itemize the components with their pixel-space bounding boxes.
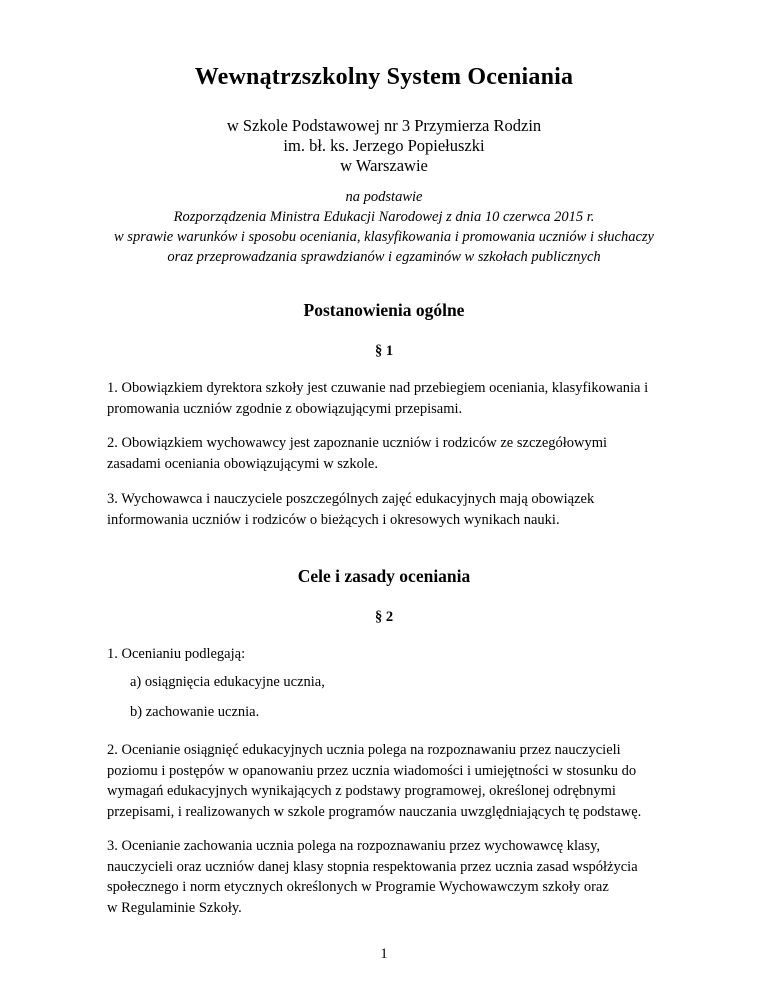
text-line: zasadami oceniania obowiązującymi w szkole. (107, 455, 378, 472)
text-line: 2. Ocenianie osiągnięć edukacyjnych ucznia polega na rozpoznawaniu przez nauczycieli (107, 742, 621, 758)
page-number: 1 (380, 946, 388, 962)
section1-item-3 (107, 489, 707, 530)
text-line: 2. Obowiązkiem wychowawcy jest zapoznanie uczniów i rodziców ze szczegółowymi (107, 435, 608, 451)
text-line: informowania uczniów i rodziców o bieżących i okresowych wynikach nauki. (107, 511, 560, 528)
section1-item-2 (107, 433, 707, 474)
section2-item-1: 1. Ocenianiu podlegają: (107, 646, 246, 662)
school-name-block (0, 116, 768, 176)
paragraph-mark-1: § 1 (374, 343, 394, 359)
list-item: a) osiągnięcia edukacyjne ucznia, (130, 674, 325, 690)
section-heading-general: Postanowienia ogólne (303, 300, 465, 320)
text-line: społecznego i norm etycznych określonych w Programie Wychowawczym szkoły oraz (107, 879, 609, 895)
section2-item-2 (107, 740, 707, 822)
text-line: promowania uczniów zgodnie z obowiązującymi przepisami. (107, 400, 463, 417)
list-item: b) zachowanie ucznia. (130, 704, 260, 720)
section-heading-goals: Cele i zasady oceniania (297, 566, 471, 586)
basis-line: w sprawie warunków i sposobu oceniania, klasyfikowania i promowania uczniów i słuchaczy (114, 229, 654, 245)
text-line: nauczycieli oraz uczniów danej klasy stopnia respektowania przez ucznia zasad współżycia (107, 858, 638, 875)
section2-item-3 (107, 836, 707, 918)
basis-line: na podstawie (345, 189, 423, 205)
basis-line: oraz przeprowadzania sprawdzianów i egzaminów w szkołach publicznych (167, 249, 601, 265)
text-line: 3. Ocenianie zachowania ucznia polega na rozpoznawaniu przez wychowawcę klasy, (107, 838, 601, 854)
document-title: Wewnątrzszkolny System Oceniania (194, 64, 574, 90)
basis-line: Rozporządzenia Ministra Edukacji Narodowej z dnia 10 czerwca 2015 r. (173, 209, 595, 225)
text-line: 1. Obowiązkiem dyrektora szkoły jest czuwanie nad przebiegiem oceniania, klasyfikowania i (107, 380, 649, 396)
school-line: im. bł. ks. Jerzego Popiełuszki (283, 136, 485, 155)
text-line: przepisami, i realizowanych w szkole programów nauczania uwzględniających tę podstawę. (107, 803, 642, 820)
paragraph-mark-2: § 2 (374, 609, 394, 625)
text-line: poziomu i postępów w opanowaniu przez ucznia wiadomości i umiejętności w stosunku do (107, 762, 637, 779)
legal-basis-block (0, 187, 768, 267)
school-line: w Warszawie (340, 156, 428, 175)
section1-item-1 (107, 378, 707, 419)
text-line: 3. Wychowawca i nauczyciele poszczególnych zajęć edukacyjnych mają obowiązek (107, 491, 595, 507)
text-line: wymagań edukacyjnych wynikających z podstawy programowej, określonej odrębnymi (107, 783, 616, 799)
school-line: w Szkole Podstawowej nr 3 Przymierza Rodzin (226, 116, 542, 135)
text-line: w Regulaminie Szkoły. (107, 899, 242, 916)
